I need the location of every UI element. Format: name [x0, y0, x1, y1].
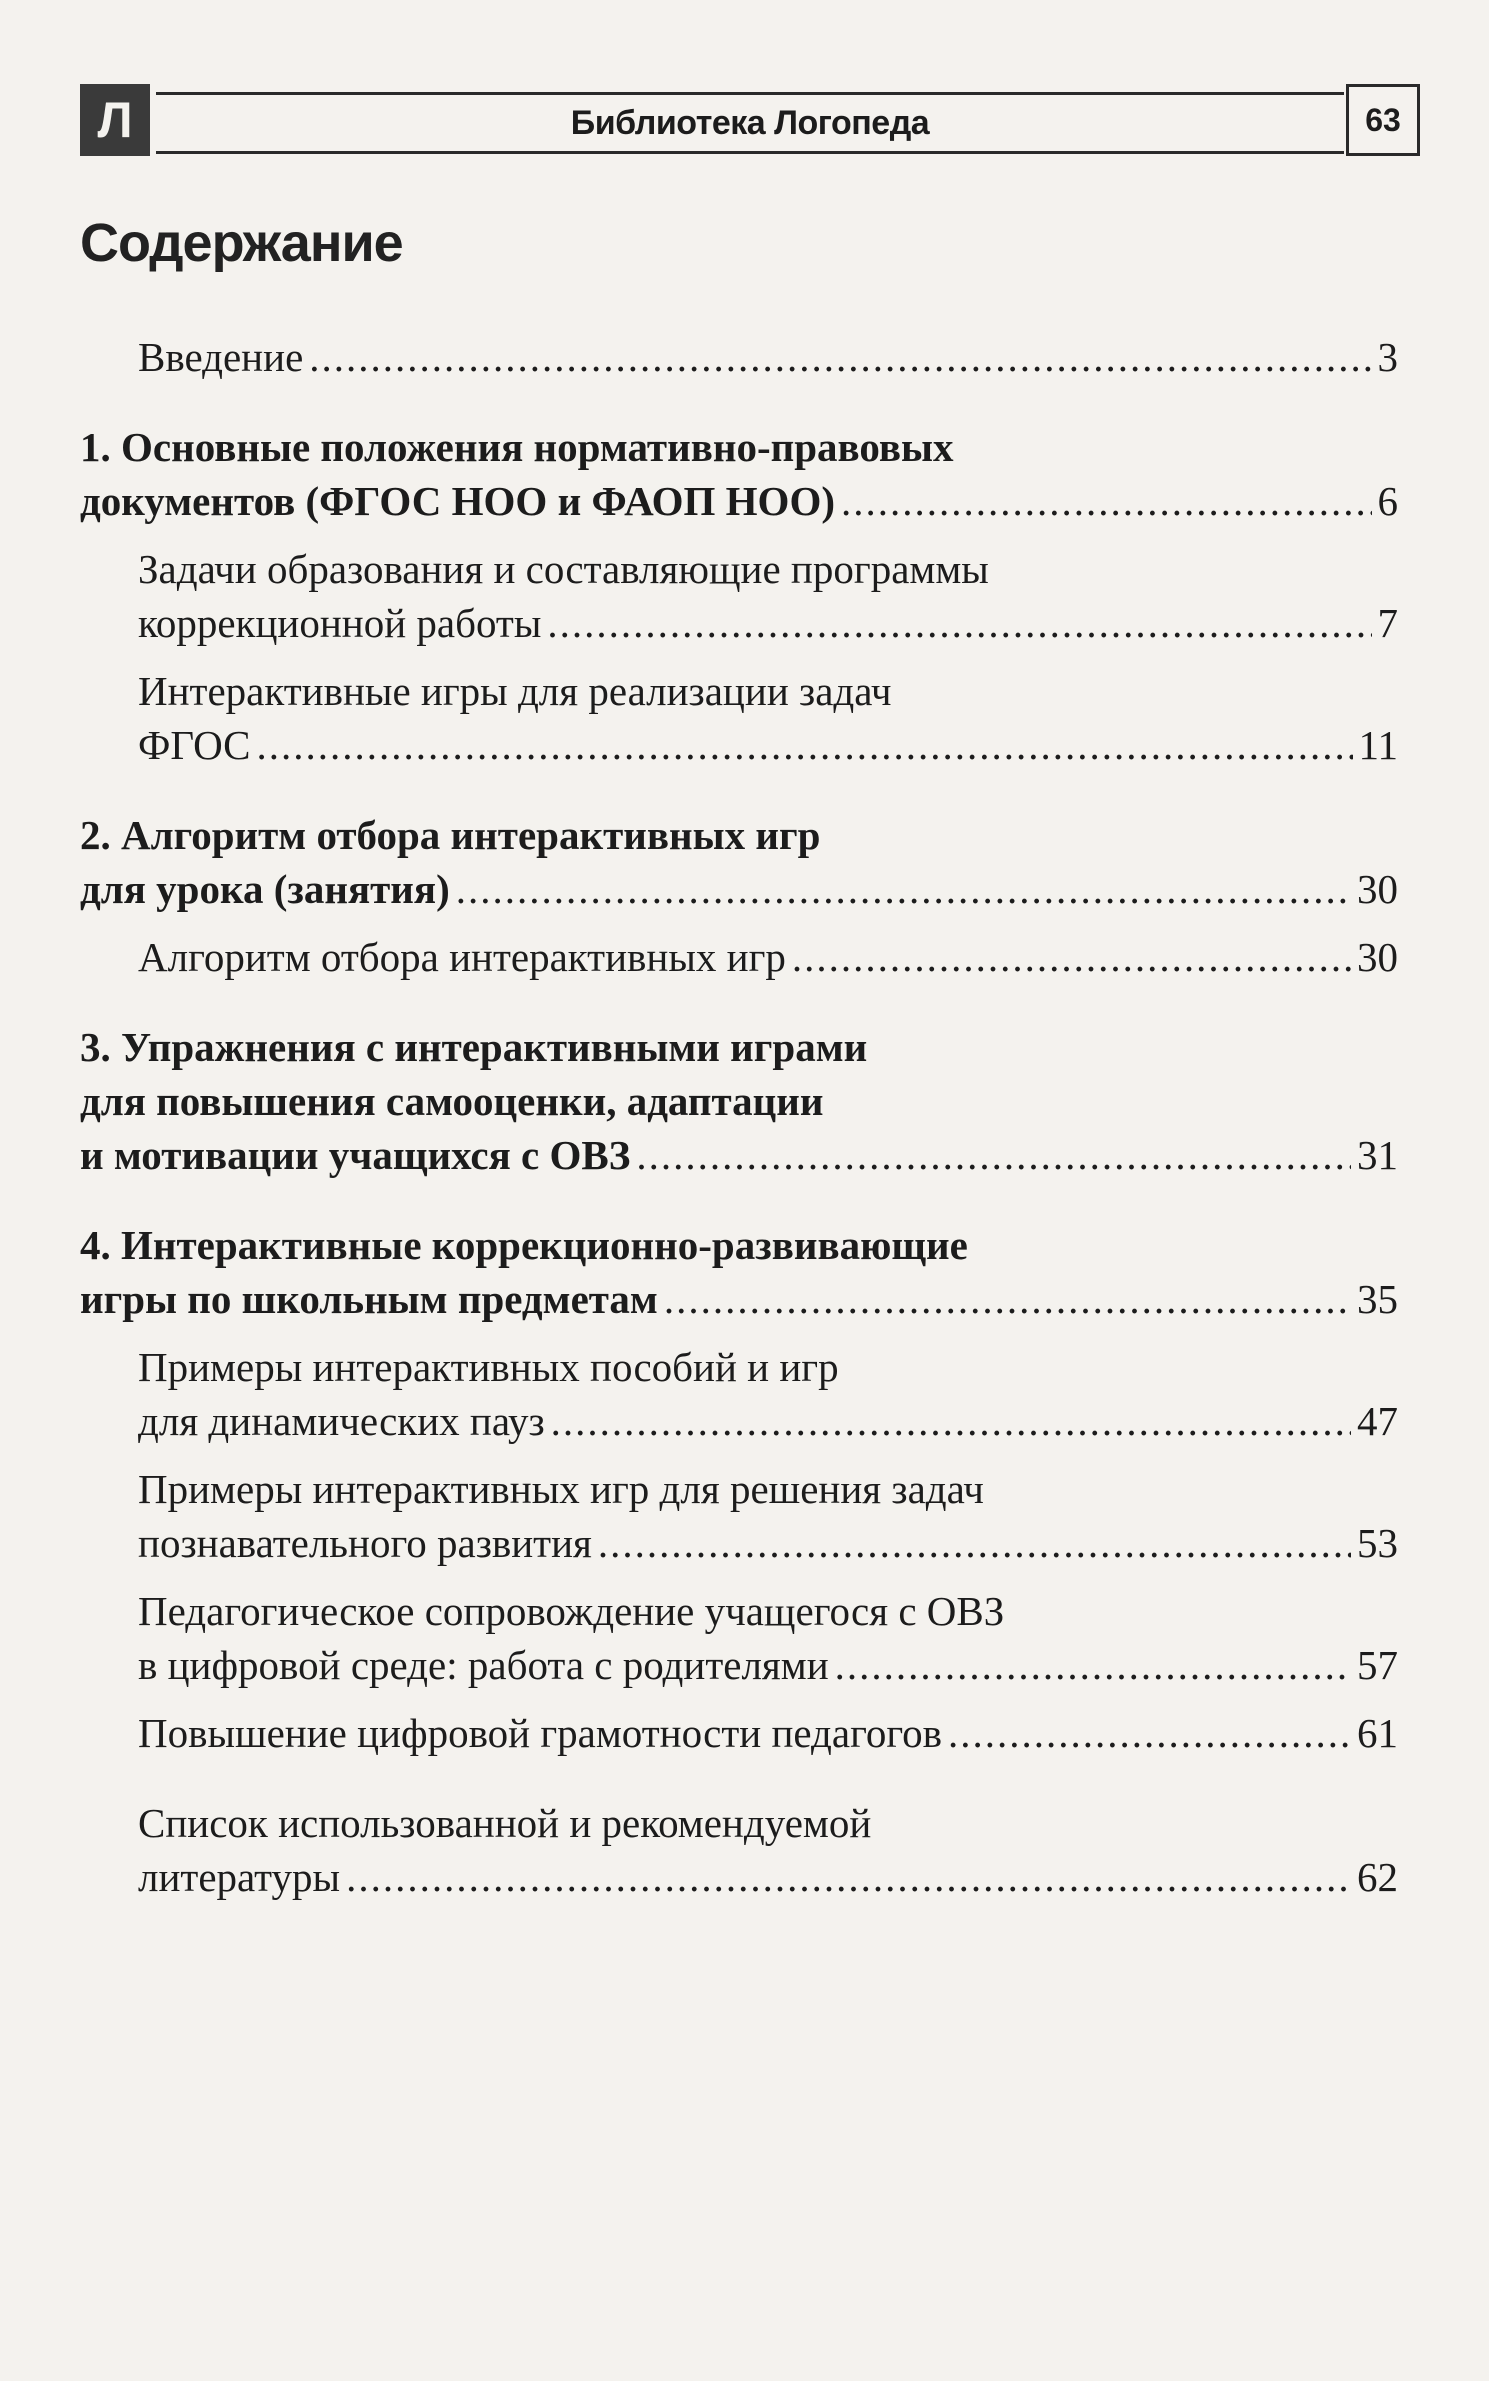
page-header: [80, 84, 1420, 156]
toc-entry-title-line: Педагогическое сопровождение учащегося с ОВЗ: [138, 1588, 1005, 1634]
dot-leader: [598, 1516, 1351, 1570]
toc-entry: [80, 542, 1398, 650]
toc-entry-title-line: Список использованной и рекомендуемой: [138, 1800, 872, 1846]
toc-entry-title-line: Введение: [138, 334, 304, 380]
toc-entry: [80, 1706, 1398, 1760]
series-logo: Л: [80, 84, 150, 156]
toc-entry-title-line: ФГОС: [138, 722, 251, 768]
page-number: 63: [1346, 84, 1420, 156]
toc-page-number: 30: [1357, 934, 1398, 980]
toc-entry: [80, 808, 1398, 916]
toc-page-number: 7: [1377, 600, 1398, 646]
toc-page-number: 62: [1357, 1854, 1398, 1900]
toc-entry: [80, 420, 1398, 528]
toc-page-number: 31: [1357, 1132, 1398, 1178]
toc-entry-title-line: 3. Упражнения с интерактивными играми: [80, 1024, 868, 1070]
toc-entry-title-line: литературы: [138, 1854, 341, 1900]
dot-leader: [309, 330, 1371, 384]
toc-entry-title-line: для повышения самооценки, адаптации: [80, 1078, 824, 1124]
toc-entry-title-line: познавательного развития: [138, 1520, 592, 1566]
toc-entry: [80, 1340, 1398, 1448]
toc-entry: [80, 1584, 1398, 1692]
dot-leader: [792, 930, 1351, 984]
toc-entry-title-line: коррекционной работы: [138, 600, 542, 646]
toc-entry: [80, 330, 1398, 384]
toc-entry-title-line: 2. Алгоритм отбора интерактивных игр: [80, 812, 821, 858]
toc-entry-title-line: 4. Интерактивные коррекционно-развивающие: [80, 1222, 968, 1268]
toc-entry: [80, 1020, 1398, 1182]
series-title: Библиотека Логопеда: [156, 92, 1344, 154]
toc-page-number: 35: [1357, 1276, 1398, 1322]
dot-leader: [551, 1394, 1351, 1448]
table-of-contents: [80, 330, 1398, 1904]
toc-page-number: 57: [1357, 1642, 1398, 1688]
toc-entry-title-line: для урока (занятия): [80, 866, 450, 912]
toc-entry-title-line: в цифровой среде: работа с родителями: [138, 1642, 829, 1688]
toc-entry-title-line: Примеры интерактивных пособий и игр: [138, 1344, 839, 1390]
toc-page-number: 11: [1358, 722, 1398, 768]
toc-page-number: 3: [1377, 334, 1398, 380]
dot-leader: [547, 596, 1371, 650]
toc-page-number: 61: [1357, 1710, 1398, 1756]
toc-entry-title-line: 1. Основные положения нормативно-правовых: [80, 424, 954, 470]
toc-page-number: 53: [1357, 1520, 1398, 1566]
dot-leader: [346, 1850, 1351, 1904]
toc-entry-title-line: Примеры интерактивных игр для решения задач: [138, 1466, 984, 1512]
toc-entry-title-line: Алгоритм отбора интерактивных игр: [138, 934, 786, 980]
page-title: Содержание: [80, 213, 403, 273]
toc-entry-title-line: Интерактивные игры для реализации задач: [138, 668, 892, 714]
toc-entry: [80, 1796, 1398, 1904]
dot-leader: [636, 1128, 1351, 1182]
toc-entry-title-line: игры по школьным предметам: [80, 1276, 658, 1322]
toc-entry-title-line: и мотивации учащихся с ОВЗ: [80, 1132, 631, 1178]
toc-page-number: 6: [1377, 478, 1398, 524]
toc-entry: [80, 1218, 1398, 1326]
toc-entry: [80, 664, 1398, 772]
toc-entry-title-line: Задачи образования и составляющие программы: [138, 546, 989, 592]
toc-entry: [80, 930, 1398, 984]
dot-leader: [456, 862, 1351, 916]
dot-leader: [841, 474, 1372, 528]
dot-leader: [257, 718, 1353, 772]
toc-page-number: 30: [1357, 866, 1398, 912]
dot-leader: [835, 1638, 1351, 1692]
toc-entry: [80, 1462, 1398, 1570]
dot-leader: [664, 1272, 1351, 1326]
toc-entry-title-line: для динамических пауз: [138, 1398, 545, 1444]
toc-entry-title-line: документов (ФГОС НОО и ФАОП НОО): [80, 478, 835, 524]
toc-page-number: 47: [1357, 1398, 1398, 1444]
dot-leader: [948, 1706, 1351, 1760]
toc-entry-title-line: Повышение цифровой грамотности педагогов: [138, 1710, 943, 1756]
